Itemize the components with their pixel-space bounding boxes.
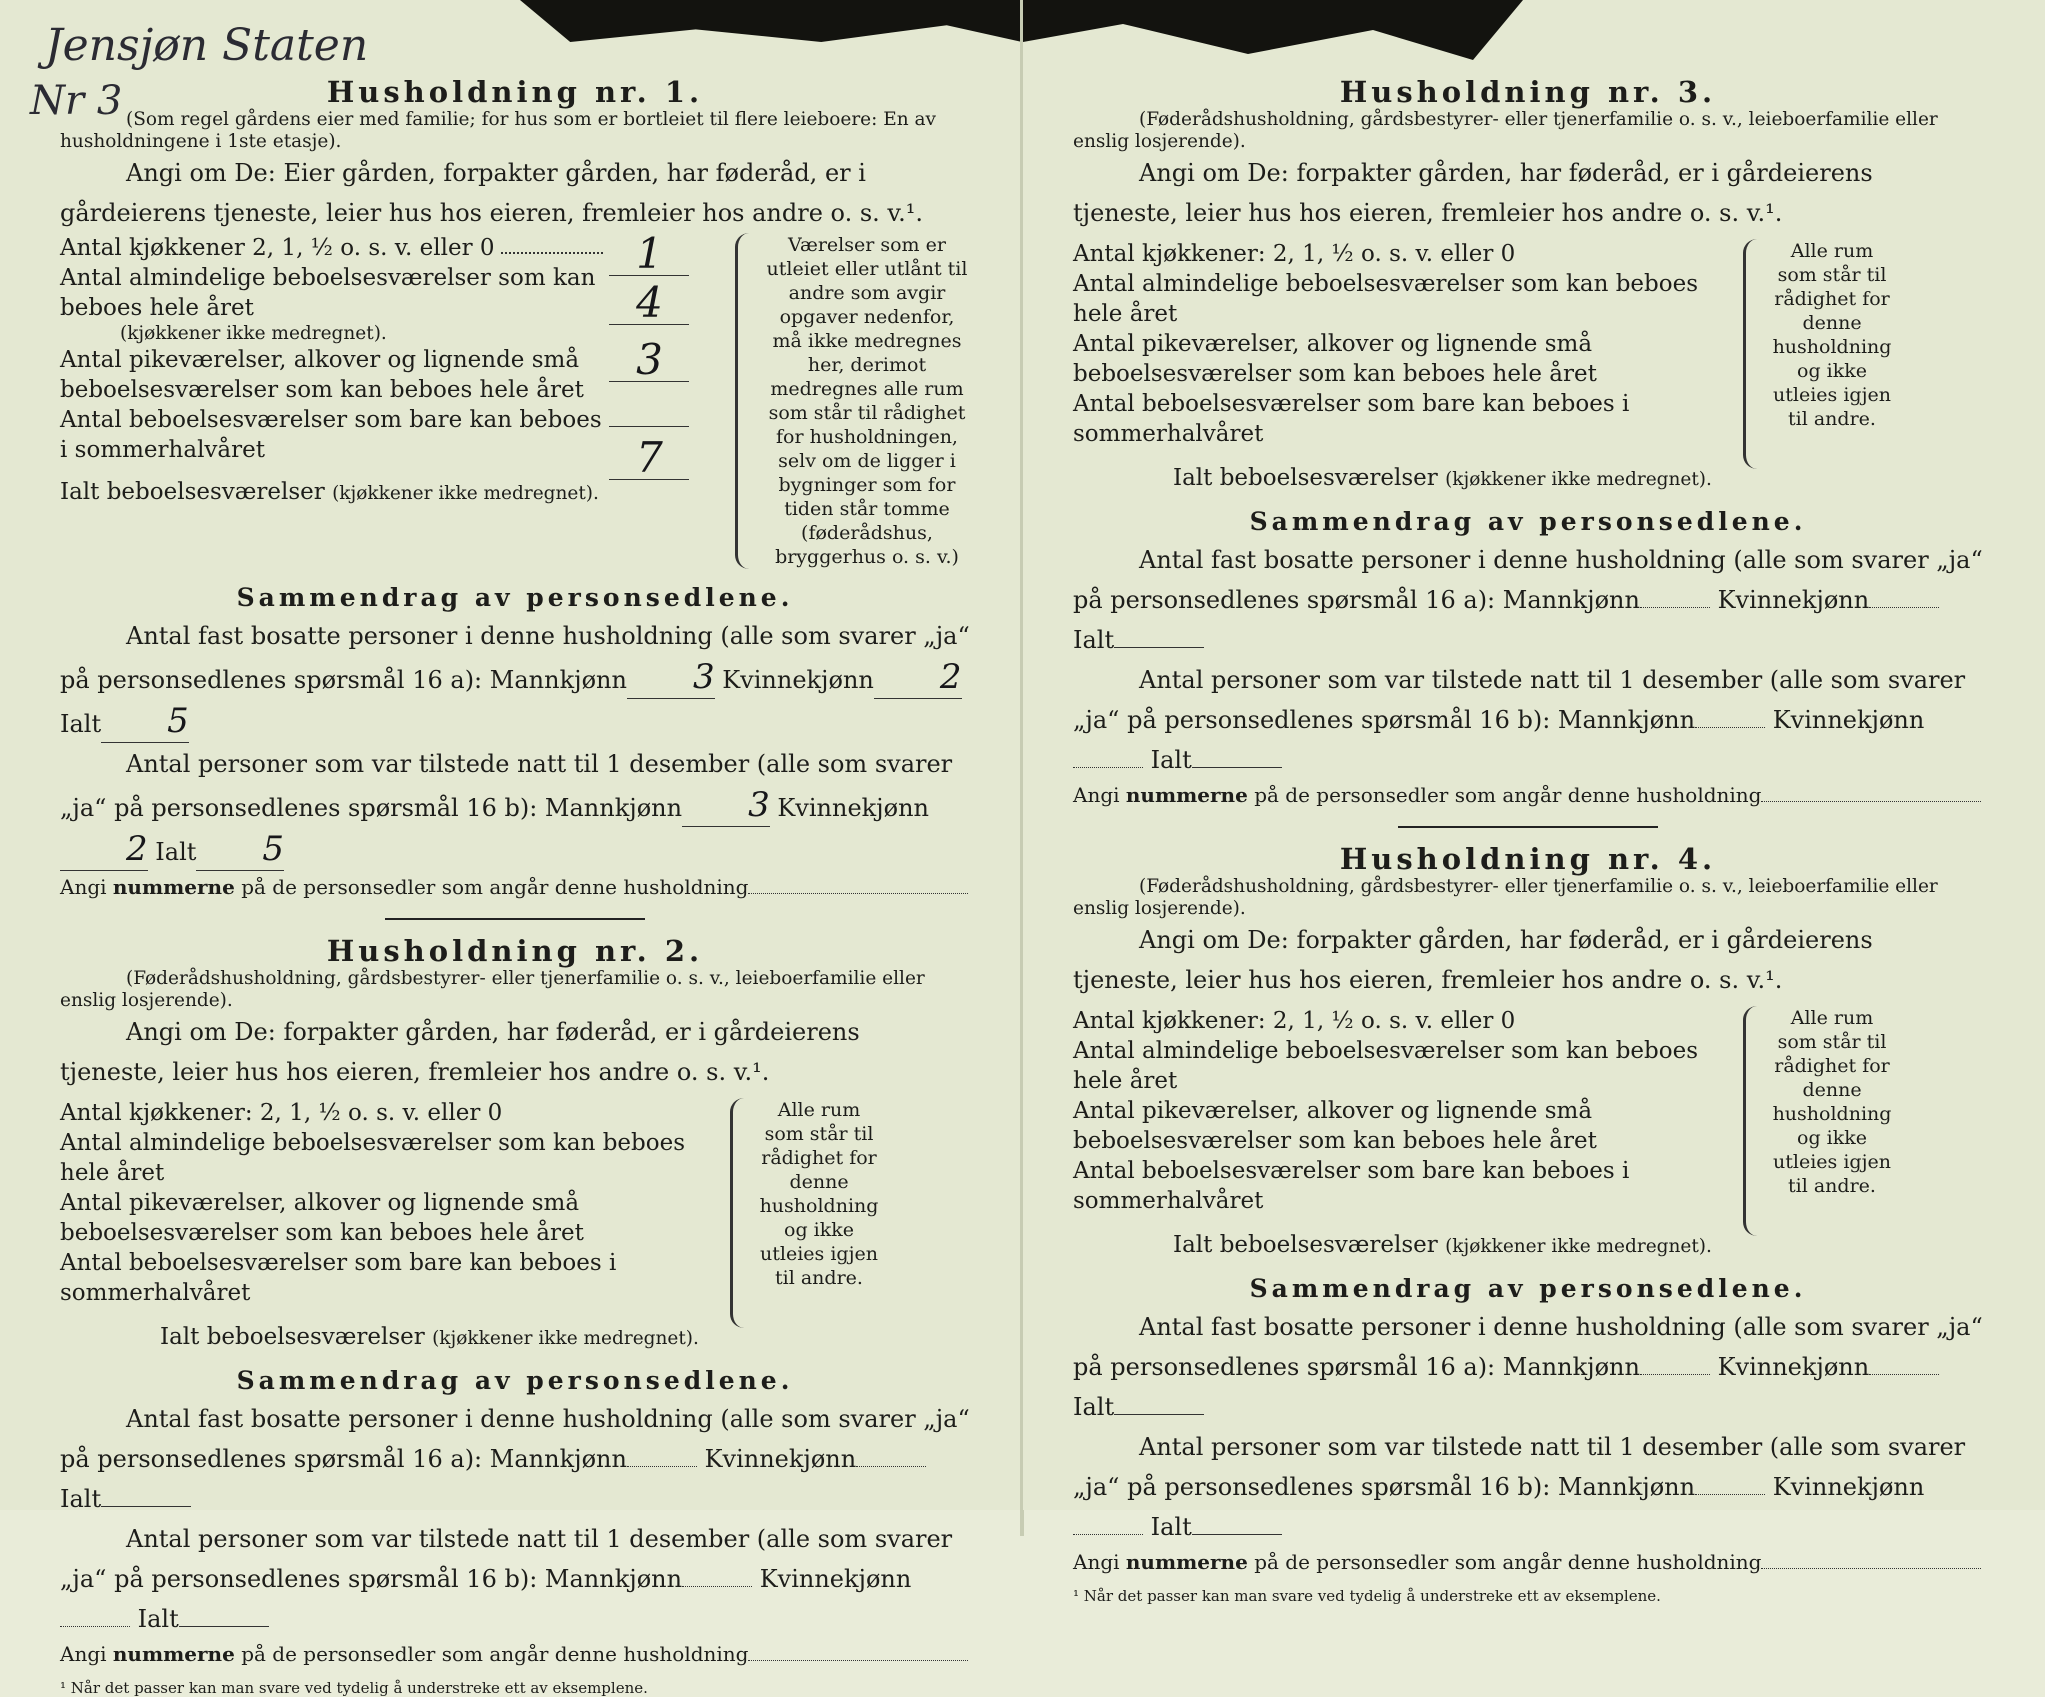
brace bbox=[1743, 1006, 1760, 1236]
household-3 bbox=[1073, 75, 1983, 1605]
summary-16b: Antal personer som var tilstede natt til 1 desember (alle som svarer „ja“ på personsedlenes spørsmål 16 b): Mannkjønn Kvinnekjønn Ialt bbox=[1073, 666, 1966, 774]
divider bbox=[385, 918, 645, 920]
summary-16b-label: Antal personer som var tilstede natt til 1 desember (alle som svarer „ja“ på personsedlenes spørsmål 16 b): bbox=[60, 750, 953, 822]
rooms-value: 4 bbox=[609, 282, 689, 325]
kvinne-16b: 2 bbox=[60, 828, 148, 871]
household-3-angi: Angi om De: forpakter gården, har føderåd, er i gårdeierens tjeneste, leier hus hos eieren, fremleier hos andre o. s. v.¹. bbox=[1073, 159, 1873, 227]
ialt-16b: 5 bbox=[196, 828, 284, 871]
small-rooms-label: Antal pikeværelser, alkover og lignende små beboelsesværelser som kan beboes hele året bbox=[60, 347, 584, 403]
kitchens-label: Antal kjøkkener: 2, 1, ½ o. s. v. eller 0 bbox=[1073, 241, 1516, 267]
small-rooms-label: Antal pikeværelser, alkover og lignende små beboelsesværelser som kan beboes hele året bbox=[1073, 1098, 1597, 1154]
ialt-label: Ialt bbox=[60, 710, 102, 738]
total-label: Ialt beboelsesværelser bbox=[160, 1324, 425, 1350]
side-note: Alle rum som står til rådighet for denne husholdning og ikke utleies igjen til andre. bbox=[1772, 1007, 1892, 1197]
kvinne-label: Kvinnekjønn bbox=[777, 794, 929, 822]
numbers-line: Angi nummerne på de personsedler som angår denne husholdning bbox=[1073, 1547, 1983, 1577]
kitchens-value: 1 bbox=[609, 233, 689, 276]
summary-title: Sammendrag av personsedlene. bbox=[236, 1366, 794, 1395]
total-note: (kjøkkener ikke medregnet). bbox=[332, 483, 599, 504]
footnote: ¹ Når det passer kan man svare ved tydelig å understreke ett av eksemplene. bbox=[1073, 1587, 1661, 1605]
brace bbox=[1743, 239, 1760, 469]
summer-rooms-label: Antal beboelsesværelser som bare kan beboes i sommerhalvåret bbox=[60, 1250, 617, 1306]
summary-16a: Antal fast bosatte personer i denne husholdning (alle som svarer „ja“ på personsedlenes spørsmål 16 a): Mannkjønn Kvinnekjønn Ialt bbox=[60, 1405, 970, 1513]
summary-16b: Antal personer som var tilstede natt til 1 desember (alle som svarer „ja“ på personsedlenes spørsmål 16 b): Mannkjønn Kvinnekjønn Ialt bbox=[60, 1525, 953, 1633]
kvinne-label: Kvinnekjønn bbox=[722, 666, 874, 694]
household-3-subtitle: (Føderådshusholdning, gårdsbestyrer- eller tjenerfamilie o. s. v., leieboerfamilie eller enslig losjerende). bbox=[1073, 109, 1938, 152]
summary-16a: Antal fast bosatte personer i denne husholdning (alle som svarer „ja“ på personsedlenes spørsmål 16 a): Mannkjønn Kvinnekjønn Ialt bbox=[1073, 1313, 1983, 1421]
mann-16a: 3 bbox=[627, 656, 715, 699]
right-page bbox=[1023, 0, 2045, 1605]
summary-16a-label: Antal fast bosatte personer i denne husholdning (alle som svarer „ja“ på personsedlenes spørsmål 16 a): bbox=[60, 622, 970, 694]
household-2-rooms bbox=[60, 1098, 970, 1352]
summary-16a: Antal fast bosatte personer i denne husholdning (alle som svarer „ja“ på personsedlenes spørsmål 16 a): Mannkjønn Kvinnekjønn Ialt bbox=[1073, 546, 1983, 654]
total-note: (kjøkkener ikke medregnet). bbox=[432, 1328, 699, 1349]
footnote: ¹ Når det passer kan man svare ved tydelig å understreke ett av eksemplene. bbox=[60, 1679, 648, 1697]
rooms-label: Antal almindelige beboelsesværelser som kan beboes hele året bbox=[1073, 271, 1699, 327]
summer-rooms-label: Antal beboelsesværelser som bare kan beboes i sommerhalvåret bbox=[1073, 391, 1630, 447]
side-note: Alle rum som står til rådighet for denne husholdning og ikke utleies igjen til andre. bbox=[1772, 240, 1892, 430]
total-label: Ialt beboelsesværelser bbox=[60, 479, 325, 505]
rooms-label: Antal almindelige beboelsesværelser som kan beboes hele året bbox=[60, 1130, 686, 1186]
summer-rooms-label: Antal beboelsesværelser som bare kan beboes i sommerhalvåret bbox=[1073, 1158, 1630, 1214]
ialt-label: Ialt bbox=[155, 838, 197, 866]
ialt-16a: 5 bbox=[101, 700, 189, 743]
household-4-subtitle: (Føderådshusholdning, gårdsbestyrer- eller tjenerfamilie o. s. v., leieboerfamilie eller enslig losjerende). bbox=[1073, 876, 1938, 919]
summer-rooms-value bbox=[609, 406, 689, 427]
household-4-title: Husholdning nr. 4. bbox=[1339, 842, 1717, 876]
summary-title: Sammendrag av personsedlene. bbox=[1249, 1274, 1807, 1303]
total-value: 7 bbox=[609, 437, 689, 480]
household-4-angi: Angi om De: forpakter gården, har føderåd, er i gårdeierens tjeneste, leier hus hos eieren, fremleier hos andre o. s. v.¹. bbox=[1073, 926, 1873, 994]
household-2-angi: Angi om De: forpakter gården, har føderåd, er i gårdeierens tjeneste, leier hus hos eieren, fremleier hos andre o. s. v.¹. bbox=[60, 1018, 860, 1086]
kitchens-label: Antal kjøkkener: 2, 1, ½ o. s. v. eller 0 bbox=[60, 1100, 503, 1126]
mann-label: Mannkjønn bbox=[489, 666, 627, 694]
small-rooms-label: Antal pikeværelser, alkover og lignende små beboelsesværelser som kan beboes hele året bbox=[1073, 331, 1597, 387]
summary-16b: Antal personer som var tilstede natt til 1 desember (alle som svarer „ja“ på personsedlenes spørsmål 16 b): Mannkjønn Kvinnekjønn Ialt bbox=[1073, 1433, 1966, 1541]
rooms-label: Antal almindelige beboelsesværelser som kan beboes hele året bbox=[60, 265, 596, 321]
household-1-title: Husholdning nr. 1. bbox=[326, 75, 704, 109]
summary-title: Sammendrag av personsedlene. bbox=[236, 583, 794, 612]
household-2-title: Husholdning nr. 2. bbox=[326, 934, 704, 968]
torn-edge bbox=[1023, 0, 1523, 60]
kitchens-label: Antal kjøkkener 2, 1, ½ o. s. v. eller 0 bbox=[60, 235, 495, 261]
total-note: (kjøkkener ikke medregnet). bbox=[1445, 469, 1712, 490]
mann-label: Mannkjønn bbox=[544, 794, 683, 822]
handwritten-number: Nr 3 bbox=[30, 78, 123, 124]
household-4-rooms bbox=[1073, 1006, 1983, 1260]
torn-edge bbox=[520, 0, 1022, 42]
rooms-note: (kjøkkener ikke medregnet). bbox=[120, 323, 387, 344]
household-3-rooms bbox=[1073, 239, 1983, 493]
total-note: (kjøkkener ikke medregnet). bbox=[1445, 1236, 1712, 1257]
summary-16a bbox=[60, 616, 970, 744]
total-label: Ialt beboelsesværelser bbox=[1173, 465, 1438, 491]
household-1 bbox=[60, 75, 970, 1697]
side-note: Værelser som er utleiet eller utlånt til andre som avgir opgaver nedenfor, må ikke medregnes her, derimot medregnes alle rum som står til rådighet for husholdningen, selv om de ligger i bygninger som for tiden står tomme (føderådshus, bryggerhus o. s. v.) bbox=[766, 234, 968, 568]
numbers-line: Angi nummerne på de personsedler som angår denne husholdning bbox=[60, 872, 970, 902]
left-page bbox=[0, 0, 1022, 1697]
rooms-label: Antal almindelige beboelsesværelser som kan beboes hele året bbox=[1073, 1038, 1699, 1094]
numbers-line: Angi nummerne på de personsedler som angår denne husholdning bbox=[1073, 780, 1983, 810]
summer-rooms-label: Antal beboelsesværelser som bare kan beboes i sommerhalvåret bbox=[60, 407, 602, 463]
mann-16b: 3 bbox=[682, 784, 770, 827]
kvinne-16a: 2 bbox=[874, 656, 962, 699]
household-1-rooms bbox=[60, 229, 970, 569]
total-label: Ialt beboelsesværelser bbox=[1173, 1232, 1438, 1258]
small-rooms-label: Antal pikeværelser, alkover og lignende små beboelsesværelser som kan beboes hele året bbox=[60, 1190, 584, 1246]
divider bbox=[1398, 826, 1658, 828]
numbers-line: Angi nummerne på de personsedler som angår denne husholdning bbox=[60, 1639, 970, 1669]
side-note: Alle rum som står til rådighet for denne husholdning og ikke utleies igjen til andre. bbox=[759, 1099, 879, 1289]
kitchens-label: Antal kjøkkener: 2, 1, ½ o. s. v. eller 0 bbox=[1073, 1008, 1516, 1034]
household-1-angi: Angi om De: Eier gården, forpakter gården, har føderåd, er i gårdeierens tjeneste, leier hus hos eieren, fremleier hos andre o. s. v.¹. bbox=[60, 159, 923, 227]
summary-16b bbox=[60, 744, 970, 872]
handwritten-name: Jensjøn Staten bbox=[45, 20, 369, 71]
brace bbox=[730, 1098, 747, 1328]
household-1-subtitle: (Som regel gårdens eier med familie; for hus som er bortleiet til flere leieboere: En av husholdningene i 1ste etasje). bbox=[60, 109, 937, 152]
brace bbox=[735, 233, 752, 569]
small-rooms-value: 3 bbox=[609, 339, 689, 382]
household-2-subtitle: (Føderådshusholdning, gårdsbestyrer- eller tjenerfamilie o. s. v., leieboerfamilie eller enslig losjerende). bbox=[60, 968, 925, 1011]
summary-title: Sammendrag av personsedlene. bbox=[1249, 507, 1807, 536]
household-3-title: Husholdning nr. 3. bbox=[1339, 75, 1717, 109]
